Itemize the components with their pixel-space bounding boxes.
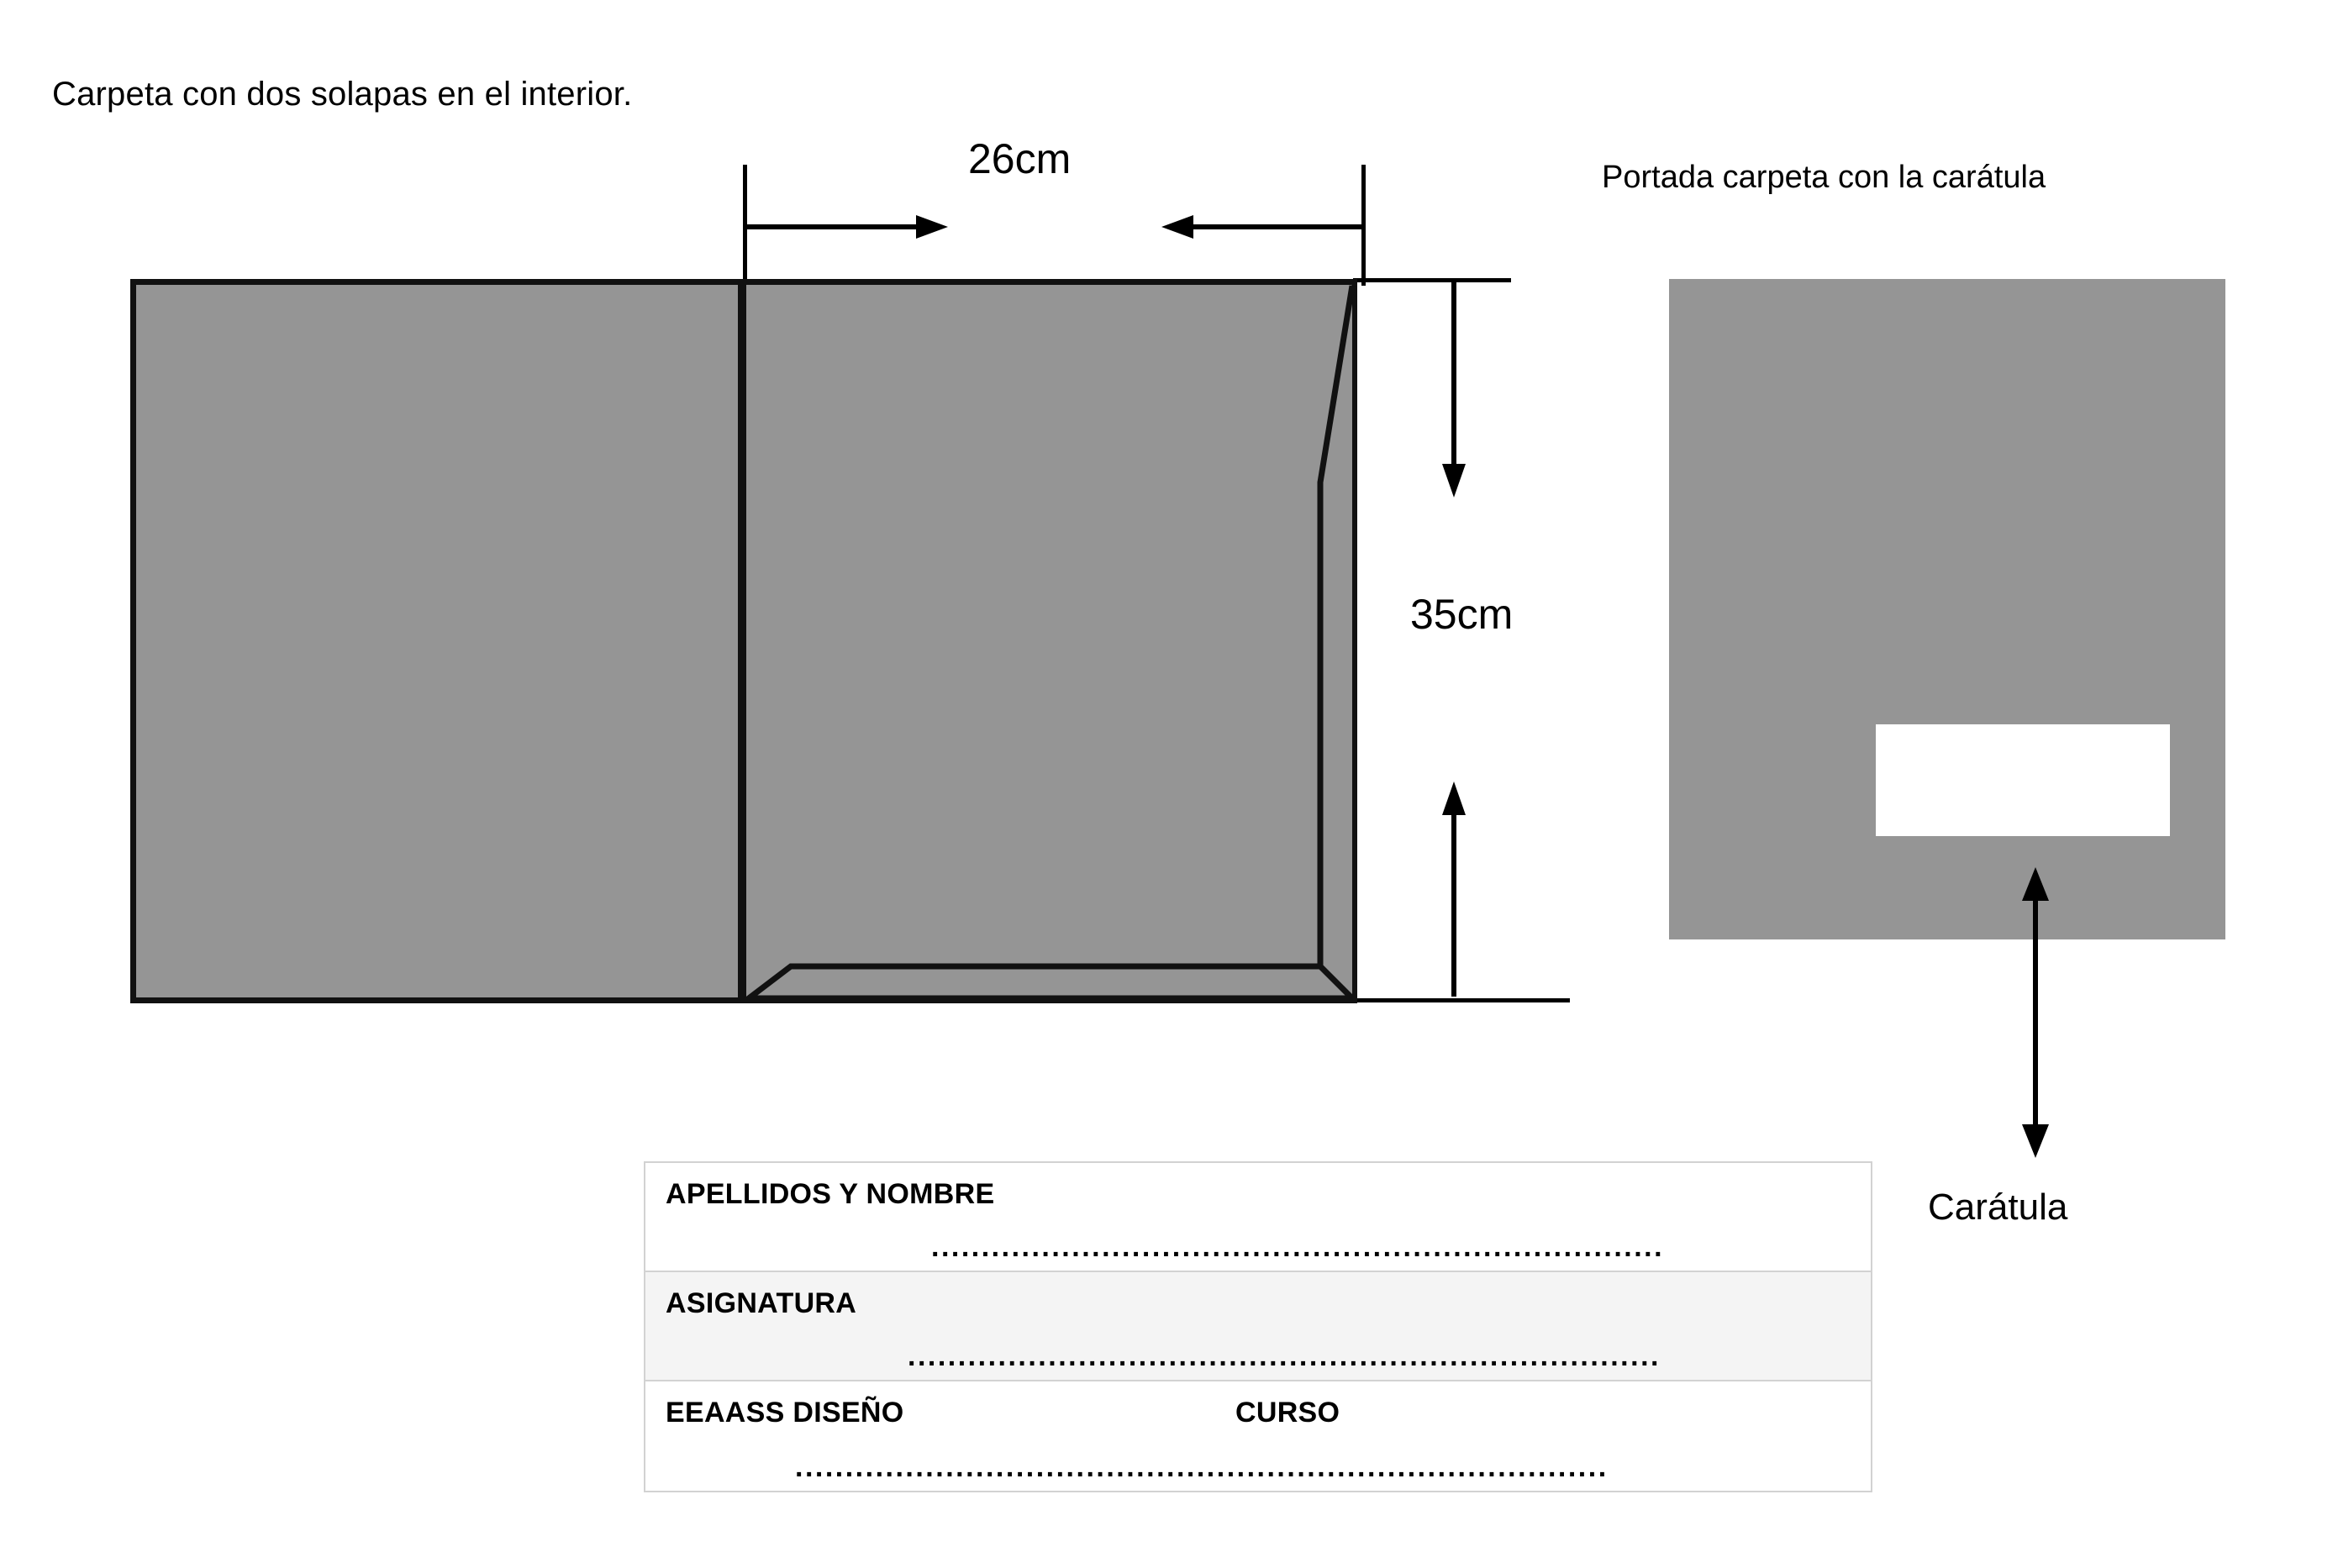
dimension-height-label: 35cm bbox=[1410, 591, 1514, 638]
folder-inner-flap bbox=[740, 279, 1362, 1003]
field-label-eeaass: EEAASS DISEÑO bbox=[666, 1397, 904, 1429]
dimension-arrows-vertical bbox=[1429, 277, 1479, 1000]
dimension-arrows-horizontal bbox=[740, 202, 1370, 252]
folder-open-drawing bbox=[130, 279, 1357, 1003]
field-label-curso: CURSO bbox=[1235, 1397, 1340, 1429]
fill-in-dots: ................................................................................. bbox=[795, 1451, 1609, 1483]
table-row bbox=[645, 1272, 1871, 1381]
cover-caption: Portada carpeta con la carátula bbox=[1602, 160, 2046, 195]
folder-cover bbox=[1669, 279, 2225, 939]
fill-in-dots: ......................................................................... bbox=[931, 1231, 1665, 1263]
caratula-caption: Carátula bbox=[1928, 1187, 2068, 1228]
fill-in-dots: ........................................................................... bbox=[908, 1340, 1661, 1372]
folder-left-panel bbox=[130, 279, 744, 1003]
caratula-window bbox=[1876, 724, 2170, 836]
field-label-asignatura: ASIGNATURA bbox=[666, 1287, 857, 1319]
caratula-label-table bbox=[644, 1161, 1872, 1492]
table-row bbox=[645, 1381, 1871, 1491]
folder-caption: Carpeta con dos solapas en el interior. bbox=[52, 76, 633, 113]
dimension-width-label: 26cm bbox=[968, 135, 1072, 182]
caratula-pointer-arrow bbox=[2010, 866, 2061, 1160]
field-label-apellidos: APELLIDOS Y NOMBRE bbox=[666, 1178, 995, 1210]
table-row bbox=[645, 1163, 1871, 1272]
